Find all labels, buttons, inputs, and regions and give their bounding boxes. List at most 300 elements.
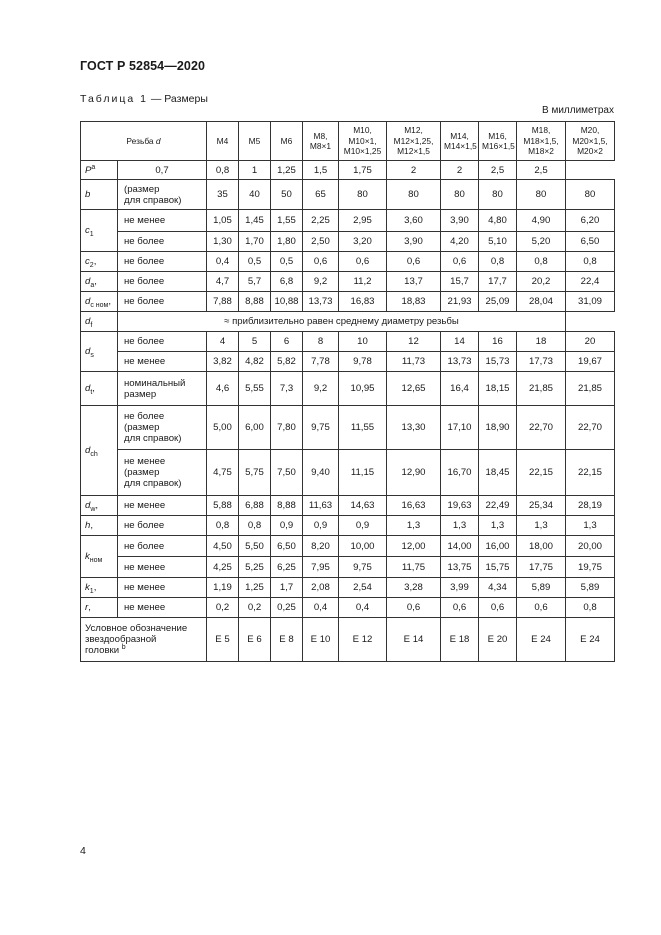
value-cell: 0,8 (239, 516, 271, 536)
value-cell: 80 (387, 180, 441, 210)
value-cell: 1,3 (566, 516, 615, 536)
value-cell: 40 (239, 180, 271, 210)
value-cell: 8,20 (303, 536, 339, 557)
standard-title: ГОСТ Р 52854—2020 (80, 59, 206, 73)
value-cell: 15,73 (479, 352, 517, 372)
value-cell: 6,8 (271, 272, 303, 292)
value-cell: 1,55 (271, 210, 303, 232)
value-cell: 22,70 (566, 406, 615, 450)
value-cell: 1,70 (239, 232, 271, 252)
value-cell: 19,63 (441, 496, 479, 516)
symbol-subscript: 2 (89, 261, 94, 269)
value-cell: 15,7 (441, 272, 479, 292)
table-row (81, 516, 615, 536)
value-cell: 0,4 (303, 598, 339, 618)
size-header: M4 (207, 122, 239, 161)
value-cell: 9,2 (303, 372, 339, 406)
value-cell: 21,85 (517, 372, 566, 406)
symbol-punct: , (108, 296, 112, 307)
table-row (81, 372, 615, 406)
value-cell: 1,5 (303, 161, 339, 180)
symbol-subscript: ном (89, 556, 103, 564)
symbol-subscript: a (90, 281, 95, 289)
value-cell: 9,78 (339, 352, 387, 372)
value-cell: 4,82 (239, 352, 271, 372)
value-cell: 8 (303, 332, 339, 352)
table-row (81, 272, 615, 292)
value-cell: 1,3 (441, 516, 479, 536)
value-cell: E 8 (271, 618, 303, 662)
qualifier-min: не менее (118, 352, 207, 372)
symbol-subscript: 1 (89, 587, 94, 595)
value-cell: 1 (239, 161, 271, 180)
symbol-punct: , (95, 500, 99, 511)
value-cell: 6,20 (566, 210, 615, 232)
value-cell: E 14 (387, 618, 441, 662)
value-cell: 3,28 (387, 578, 441, 598)
value-cell: 1,3 (387, 516, 441, 536)
value-cell: 80 (479, 180, 517, 210)
value-cell: 0,7 (118, 161, 207, 180)
value-cell: 0,6 (387, 598, 441, 618)
table-row (81, 332, 615, 352)
value-cell: 6,88 (239, 496, 271, 516)
value-cell: E 5 (207, 618, 239, 662)
table-row (81, 180, 615, 210)
symbol-punct: , (94, 276, 97, 287)
qualifier-max: не более (118, 272, 207, 292)
qualifier-min: не менее (118, 557, 207, 578)
value-cell: 2,50 (303, 232, 339, 252)
value-cell: 18,83 (387, 292, 441, 312)
value-cell: 2,08 (303, 578, 339, 598)
value-cell: 16,63 (387, 496, 441, 516)
symbol-main: k (85, 582, 90, 593)
symbol-df (81, 312, 118, 332)
size-header: M14, M14×1,5 (441, 122, 479, 161)
value-cell: 15,75 (479, 557, 517, 578)
value-cell: 10,95 (339, 372, 387, 406)
value-cell: 19,75 (566, 557, 615, 578)
qualifier-min: не менее (118, 496, 207, 516)
symbol-ds (81, 332, 118, 372)
value-cell: 18,90 (479, 406, 517, 450)
table-row (81, 450, 615, 496)
table-caption (80, 93, 208, 105)
value-cell: E 20 (479, 618, 517, 662)
size-header: M20, M20×1,5, M20×2 (566, 122, 615, 161)
value-cell: 13,75 (441, 557, 479, 578)
value-cell: 28,04 (517, 292, 566, 312)
table-row (81, 161, 615, 180)
value-cell: 5,75 (239, 450, 271, 496)
table-row (81, 557, 615, 578)
value-cell: 4,25 (207, 557, 239, 578)
symbol-main: k (85, 551, 90, 562)
value-cell: 22,49 (479, 496, 517, 516)
value-cell: 17,7 (479, 272, 517, 292)
value-cell: 5,00 (207, 406, 239, 450)
value-cell: 22,4 (566, 272, 615, 292)
value-cell: 4,6 (207, 372, 239, 406)
value-cell: 5,89 (566, 578, 615, 598)
symbol-b (81, 180, 118, 210)
value-cell: 0,5 (239, 252, 271, 272)
value-cell: 0,8 (479, 252, 517, 272)
value-cell: 7,80 (271, 406, 303, 450)
table-row (81, 292, 615, 312)
value-cell: 0,9 (303, 516, 339, 536)
value-cell: 3,90 (387, 232, 441, 252)
value-cell: 9,2 (303, 272, 339, 292)
value-cell: 5,10 (479, 232, 517, 252)
units-note: В миллиметрах (542, 105, 614, 116)
symbol-main: c (85, 225, 90, 236)
value-cell: 22,15 (566, 450, 615, 496)
value-cell: 1,19 (207, 578, 239, 598)
value-cell: 0,2 (239, 598, 271, 618)
value-cell: 18 (517, 332, 566, 352)
star-head-text: Условное обозначение звездообразной головки (85, 623, 188, 656)
symbol-punct: , (93, 256, 97, 267)
value-cell: 11,63 (303, 496, 339, 516)
qualifier-nominal: номинальный размер (118, 372, 207, 406)
size-header: M8, M8×1 (303, 122, 339, 161)
table-row (81, 210, 615, 232)
value-cell: 10,88 (271, 292, 303, 312)
qualifier-ref: (размер для справок) (118, 180, 207, 210)
value-cell: 11,15 (339, 450, 387, 496)
qualifier-max_ref: не более (размер для справок) (118, 406, 207, 450)
value-cell: 2,95 (339, 210, 387, 232)
value-cell: 0,5 (271, 252, 303, 272)
value-cell: 6,50 (566, 232, 615, 252)
value-cell: 25,09 (479, 292, 517, 312)
size-header: M10, M10×1, M10×1,25 (339, 122, 387, 161)
value-cell: 0,8 (566, 252, 615, 272)
symbol-punct: , (92, 383, 95, 394)
symbol-subscript: s (90, 351, 94, 359)
value-cell: 5,50 (239, 536, 271, 557)
value-cell: 5,88 (207, 496, 239, 516)
value-cell: 0,6 (339, 252, 387, 272)
size-header: M18, M18×1,5, M18×2 (517, 122, 566, 161)
header-row (81, 122, 615, 161)
value-cell: 13,7 (387, 272, 441, 292)
symbol-main: d (85, 500, 91, 511)
value-cell: 0,9 (339, 516, 387, 536)
value-cell: 0,25 (271, 598, 303, 618)
size-header: M5 (239, 122, 271, 161)
value-cell: 5,55 (239, 372, 271, 406)
value-cell: 12,65 (387, 372, 441, 406)
size-header: M6 (271, 122, 303, 161)
symbol-r (81, 598, 118, 618)
table-row (81, 598, 615, 618)
size-header: M12, M12×1,25, M12×1,5 (387, 122, 441, 161)
value-cell: 2,54 (339, 578, 387, 598)
table-row (81, 252, 615, 272)
qualifier-max: не более (118, 516, 207, 536)
value-cell: 28,19 (566, 496, 615, 516)
symbol-main: d (85, 276, 91, 287)
value-cell: 1,25 (239, 578, 271, 598)
value-cell: 16 (479, 332, 517, 352)
value-cell: 12,00 (387, 536, 441, 557)
value-cell: 0,6 (441, 252, 479, 272)
value-cell: 3,82 (207, 352, 239, 372)
value-cell: 0,6 (441, 598, 479, 618)
qualifier-max: не более (118, 332, 207, 352)
value-cell: 1,25 (271, 161, 303, 180)
symbol-subscript: c ном (90, 301, 109, 309)
value-cell: 5,89 (517, 578, 566, 598)
note-cell: ≈ приблизительно равен среднему диаметру резьбы (118, 312, 566, 332)
value-cell: 18,45 (479, 450, 517, 496)
symbol-h (81, 516, 118, 536)
thread-header-label: Резьба (126, 135, 156, 146)
value-cell: 80 (441, 180, 479, 210)
value-cell: 4,50 (207, 536, 239, 557)
page-number: 4 (80, 845, 86, 857)
symbol-k (81, 536, 118, 578)
symbol-subscript: t (90, 388, 93, 396)
value-cell: 1,7 (271, 578, 303, 598)
table-caption-rest: — Размеры (147, 93, 208, 105)
symbol-dch (81, 406, 118, 496)
value-cell: 8,88 (239, 292, 271, 312)
symbol-k1 (81, 578, 118, 598)
value-cell: 31,09 (566, 292, 615, 312)
table-row (81, 312, 615, 332)
table-row (81, 578, 615, 598)
thread-header-symbol: d (155, 135, 161, 146)
symbol-subscript: 1 (89, 230, 94, 238)
value-cell: E 24 (517, 618, 566, 662)
value-cell: 22,70 (517, 406, 566, 450)
symbol-c2 (81, 252, 118, 272)
value-cell: 5,20 (517, 232, 566, 252)
symbol-main: d (85, 383, 91, 394)
value-cell: 0,8 (207, 516, 239, 536)
value-cell: 21,93 (441, 292, 479, 312)
value-cell: 8,88 (271, 496, 303, 516)
value-cell: 5,7 (239, 272, 271, 292)
qualifier-max: не более (118, 536, 207, 557)
value-cell: 9,75 (339, 557, 387, 578)
qualifier-max: не более (118, 232, 207, 252)
star-head-label (81, 618, 207, 662)
value-cell: 11,2 (339, 272, 387, 292)
symbol-main: d (85, 445, 91, 456)
value-cell: 14 (441, 332, 479, 352)
value-cell: 5 (239, 332, 271, 352)
value-cell: 0,9 (271, 516, 303, 536)
value-cell: 13,73 (303, 292, 339, 312)
value-cell: 0,2 (207, 598, 239, 618)
value-cell: 14,63 (339, 496, 387, 516)
value-cell: 6,00 (239, 406, 271, 450)
value-cell: 17,75 (517, 557, 566, 578)
value-cell: 2,5 (517, 161, 566, 180)
value-cell: 2 (441, 161, 479, 180)
symbol-main: c (85, 256, 90, 267)
symbol-superscript: a (91, 163, 96, 171)
value-cell: 19,67 (566, 352, 615, 372)
value-cell: 18,00 (517, 536, 566, 557)
value-cell: 6 (271, 332, 303, 352)
value-cell: 10 (339, 332, 387, 352)
value-cell: 20 (566, 332, 615, 352)
size-header: M16, M16×1,5 (479, 122, 517, 161)
value-cell: 9,75 (303, 406, 339, 450)
value-cell: 25,34 (517, 496, 566, 516)
value-cell: 16,4 (441, 372, 479, 406)
value-cell: 10,00 (339, 536, 387, 557)
table-row (81, 496, 615, 516)
value-cell: 18,15 (479, 372, 517, 406)
qualifier-min: не менее (118, 598, 207, 618)
value-cell: 80 (517, 180, 566, 210)
symbol-dw (81, 496, 118, 516)
value-cell: 2,5 (479, 161, 517, 180)
value-cell: 14,00 (441, 536, 479, 557)
value-cell: 0,6 (479, 598, 517, 618)
symbol-subscript: w (90, 505, 96, 513)
value-cell: 13,30 (387, 406, 441, 450)
symbol-dt (81, 372, 118, 406)
thread-header (81, 122, 207, 161)
value-cell: 11,73 (387, 352, 441, 372)
value-cell: E 12 (339, 618, 387, 662)
value-cell: 20,00 (566, 536, 615, 557)
qualifier-min: не менее (118, 578, 207, 598)
symbol-main: r (85, 602, 89, 613)
value-cell: 50 (271, 180, 303, 210)
value-cell: 2,25 (303, 210, 339, 232)
dimensions-table (80, 121, 615, 662)
symbol-punct: , (93, 582, 97, 593)
value-cell: 20,2 (517, 272, 566, 292)
value-cell: 4,80 (479, 210, 517, 232)
value-cell: 0,4 (207, 252, 239, 272)
symbol-main: d (85, 346, 91, 357)
value-cell: 35 (207, 180, 239, 210)
value-cell: 1,3 (517, 516, 566, 536)
symbol-c1 (81, 210, 118, 252)
value-cell: 7,95 (303, 557, 339, 578)
symbol-subscript: ch (90, 450, 98, 458)
value-cell: 3,20 (339, 232, 387, 252)
value-cell: 1,3 (479, 516, 517, 536)
symbol-punct: , (88, 602, 91, 613)
value-cell: 6,50 (271, 536, 303, 557)
qualifier-max: не более (118, 252, 207, 272)
value-cell: 2 (387, 161, 441, 180)
value-cell: 0,6 (517, 598, 566, 618)
table-row (81, 536, 615, 557)
symbol-main: d (85, 316, 91, 327)
value-cell: 0,4 (339, 598, 387, 618)
value-cell: 1,05 (207, 210, 239, 232)
value-cell: 3,90 (441, 210, 479, 232)
symbol-subscript: f (90, 321, 93, 329)
value-cell: 80 (339, 180, 387, 210)
value-cell: 7,50 (271, 450, 303, 496)
value-cell: 1,80 (271, 232, 303, 252)
value-cell: 22,15 (517, 450, 566, 496)
value-cell: 0,8 (517, 252, 566, 272)
value-cell: 13,73 (441, 352, 479, 372)
symbol-main: b (85, 189, 91, 200)
value-cell: 7,3 (271, 372, 303, 406)
value-cell: E 6 (239, 618, 271, 662)
value-cell: 4,7 (207, 272, 239, 292)
value-cell: 5,25 (239, 557, 271, 578)
table-row (81, 232, 615, 252)
value-cell: 65 (303, 180, 339, 210)
symbol-dc (81, 292, 118, 312)
value-cell: 3,99 (441, 578, 479, 598)
value-cell: 9,40 (303, 450, 339, 496)
value-cell: 0,6 (303, 252, 339, 272)
value-cell: 4,90 (517, 210, 566, 232)
value-cell: E 24 (566, 618, 615, 662)
value-cell: 4,34 (479, 578, 517, 598)
value-cell: 4,75 (207, 450, 239, 496)
value-cell: 11,75 (387, 557, 441, 578)
value-cell: 3,60 (387, 210, 441, 232)
value-cell: E 18 (441, 618, 479, 662)
value-cell: 4 (207, 332, 239, 352)
value-cell: 17,73 (517, 352, 566, 372)
table-caption-word: Таблица 1 (80, 93, 148, 105)
symbol-main: P (85, 164, 92, 176)
value-cell: 7,88 (207, 292, 239, 312)
qualifier-max: не более (118, 292, 207, 312)
value-cell: 1,30 (207, 232, 239, 252)
value-cell: E 10 (303, 618, 339, 662)
symbol-punct: , (90, 520, 94, 531)
symbol-main: d (85, 296, 91, 307)
value-cell: 17,10 (441, 406, 479, 450)
value-cell: 5,82 (271, 352, 303, 372)
value-cell: 4,20 (441, 232, 479, 252)
value-cell: 21,85 (566, 372, 615, 406)
value-cell: 0,8 (566, 598, 615, 618)
table-row (81, 352, 615, 372)
symbol-da (81, 272, 118, 292)
value-cell: 1,45 (239, 210, 271, 232)
value-cell: 7,78 (303, 352, 339, 372)
value-cell: 0,6 (387, 252, 441, 272)
symbol-p (81, 161, 118, 180)
value-cell: 12,90 (387, 450, 441, 496)
value-cell: 16,00 (479, 536, 517, 557)
qualifier-min_ref: не менее (размер для справок) (118, 450, 207, 496)
value-cell: 16,70 (441, 450, 479, 496)
value-cell: 6,25 (271, 557, 303, 578)
value-cell: 16,83 (339, 292, 387, 312)
value-cell: 11,55 (339, 406, 387, 450)
table-row (81, 406, 615, 450)
value-cell: 80 (566, 180, 615, 210)
value-cell: 0,8 (207, 161, 239, 180)
value-cell: 12 (387, 332, 441, 352)
table-row (81, 618, 615, 662)
footnote-mark: b (121, 643, 126, 651)
symbol-main: h (85, 520, 91, 531)
